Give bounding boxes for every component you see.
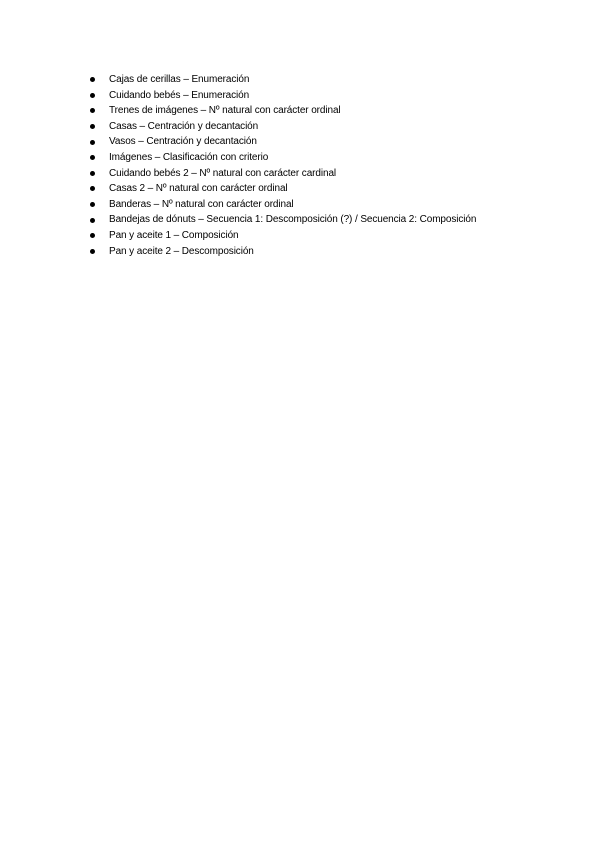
- list-item: [86, 72, 476, 88]
- list-item-text: Pan y aceite 2 – Descomposición: [109, 245, 254, 257]
- bullet-icon: [90, 93, 95, 98]
- bullet-icon: [90, 171, 95, 176]
- activity-list: [86, 72, 476, 259]
- list-item: [86, 134, 476, 150]
- list-item-text: Pan y aceite 1 – Composición: [109, 229, 239, 241]
- bullet-icon: [90, 108, 95, 113]
- list-item: [86, 181, 476, 197]
- list-item: [86, 166, 476, 182]
- list-item: [86, 212, 476, 228]
- list-item: [86, 150, 476, 166]
- list-item-text: Casas 2 – Nº natural con carácter ordinal: [109, 183, 288, 195]
- list-item-text: Cuidando bebés – Enumeración: [109, 89, 250, 101]
- list-item-text: Bandejas de dónuts – Secuencia 1: Descomposición (?) / Secuencia 2: Composición: [109, 214, 477, 226]
- list-item-text: Trenes de imágenes – Nº natural con carácter ordinal: [109, 105, 341, 117]
- bullet-icon: [90, 233, 95, 238]
- bullet-icon: [90, 218, 95, 223]
- bullet-icon: [90, 77, 95, 82]
- list-item: [86, 119, 476, 135]
- bullet-icon: [90, 186, 95, 191]
- bullet-icon: [90, 202, 95, 207]
- list-item: [86, 197, 476, 213]
- bullet-icon: [90, 249, 95, 254]
- list-item: [86, 228, 476, 244]
- bullet-icon: [90, 155, 95, 160]
- list-item-text: Casas – Centración y decantación: [109, 120, 259, 132]
- list-item-text: Imágenes – Clasificación con criterio: [109, 151, 269, 163]
- list-item-text: Cuidando bebés 2 – Nº natural con carácter cardinal: [109, 167, 337, 179]
- bullet-icon: [90, 124, 95, 129]
- list-item: [86, 88, 476, 104]
- list-item-text: Cajas de cerillas – Enumeración: [109, 74, 250, 85]
- list-item-text: Banderas – Nº natural con carácter ordinal: [109, 198, 294, 210]
- list-item: [86, 244, 476, 260]
- list-item: [86, 103, 476, 119]
- list-item-text: Vasos – Centración y decantación: [109, 136, 257, 148]
- bullet-icon: [90, 140, 95, 145]
